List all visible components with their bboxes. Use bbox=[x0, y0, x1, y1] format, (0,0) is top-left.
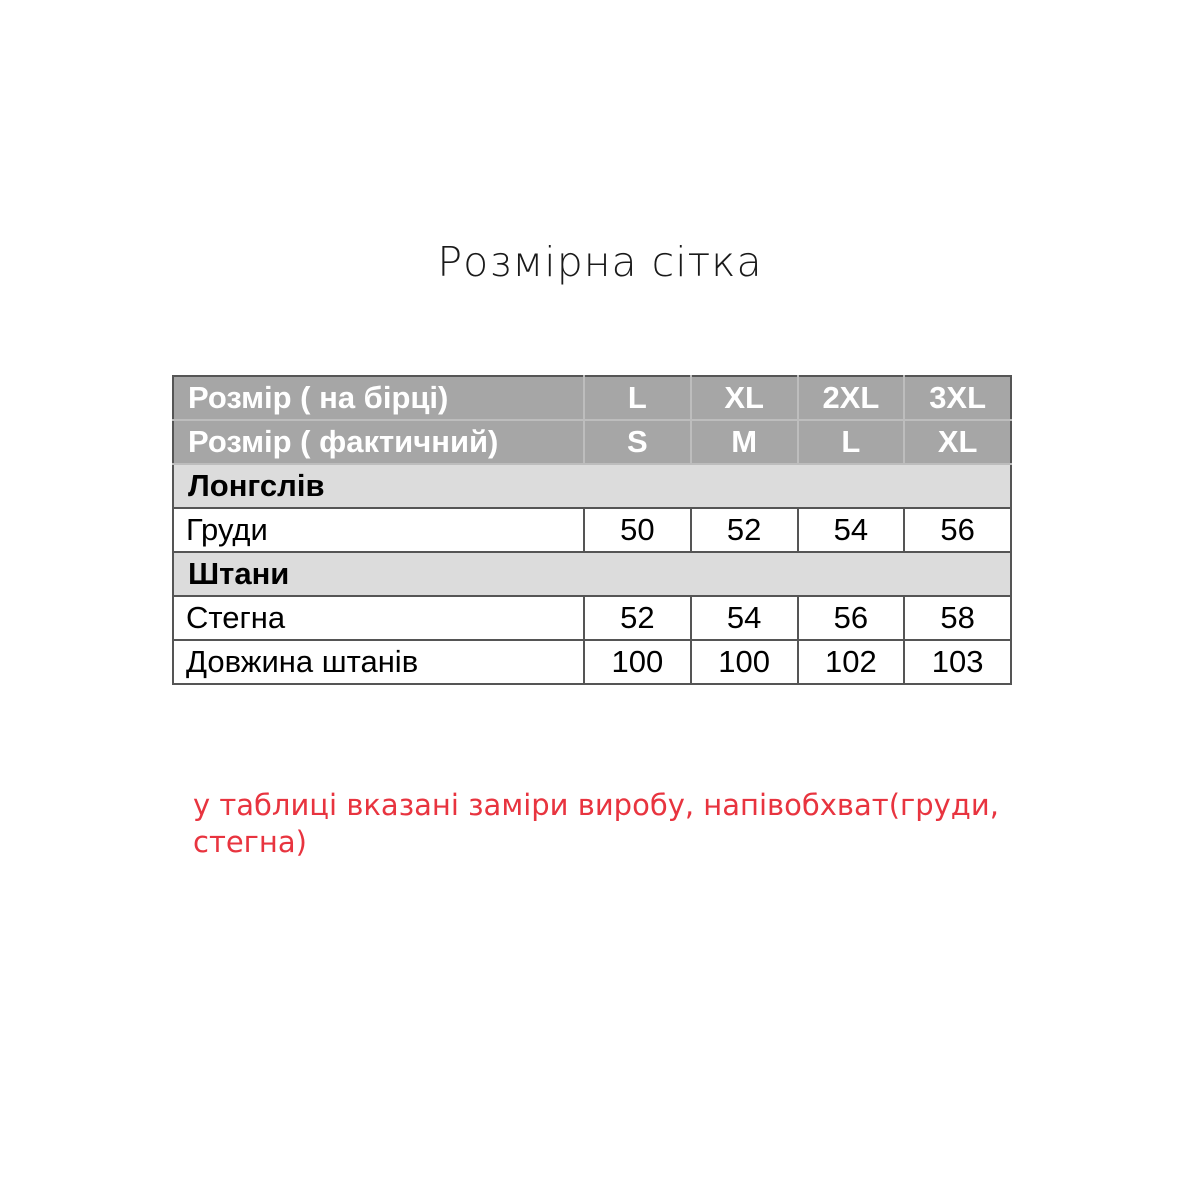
measurement-note: у таблиці вказані заміри виробу, напівобхват(груди, стегна) bbox=[193, 788, 999, 859]
header-size-cell: L bbox=[584, 376, 691, 420]
value-cell: 100 bbox=[691, 640, 798, 684]
row-label: Стегна bbox=[173, 596, 584, 640]
size-table bbox=[172, 375, 1012, 685]
header-size-cell: XL bbox=[691, 376, 798, 420]
header-size-cell: L bbox=[798, 420, 905, 464]
header-size-cell: M bbox=[691, 420, 798, 464]
value-cell: 54 bbox=[798, 508, 905, 552]
value-cell: 50 bbox=[584, 508, 691, 552]
value-cell: 58 bbox=[904, 596, 1011, 640]
header-label: Розмір ( на бірці) bbox=[173, 376, 584, 420]
section-row-longsleeve bbox=[173, 464, 1011, 508]
value-cell: 52 bbox=[691, 508, 798, 552]
header-size-cell: 3XL bbox=[904, 376, 1011, 420]
table-row bbox=[173, 508, 1011, 552]
header-row-actual-size bbox=[173, 420, 1011, 464]
value-cell: 52 bbox=[584, 596, 691, 640]
row-label: Довжина штанів bbox=[173, 640, 584, 684]
header-size-cell: XL bbox=[904, 420, 1011, 464]
value-cell: 56 bbox=[904, 508, 1011, 552]
page-title: Розмірна сітка bbox=[437, 238, 763, 286]
table-row bbox=[173, 596, 1011, 640]
table-row bbox=[173, 640, 1011, 684]
section-title: Штани bbox=[173, 552, 1011, 596]
value-cell: 100 bbox=[584, 640, 691, 684]
value-cell: 56 bbox=[798, 596, 905, 640]
value-cell: 102 bbox=[798, 640, 905, 684]
row-label: Груди bbox=[173, 508, 584, 552]
header-row-tag-size bbox=[173, 376, 1011, 420]
section-row-pants bbox=[173, 552, 1011, 596]
header-label: Розмір ( фактичний) bbox=[173, 420, 584, 464]
value-cell: 54 bbox=[691, 596, 798, 640]
section-title: Лонгслів bbox=[173, 464, 1011, 508]
header-size-cell: 2XL bbox=[798, 376, 905, 420]
value-cell: 103 bbox=[904, 640, 1011, 684]
header-size-cell: S bbox=[584, 420, 691, 464]
